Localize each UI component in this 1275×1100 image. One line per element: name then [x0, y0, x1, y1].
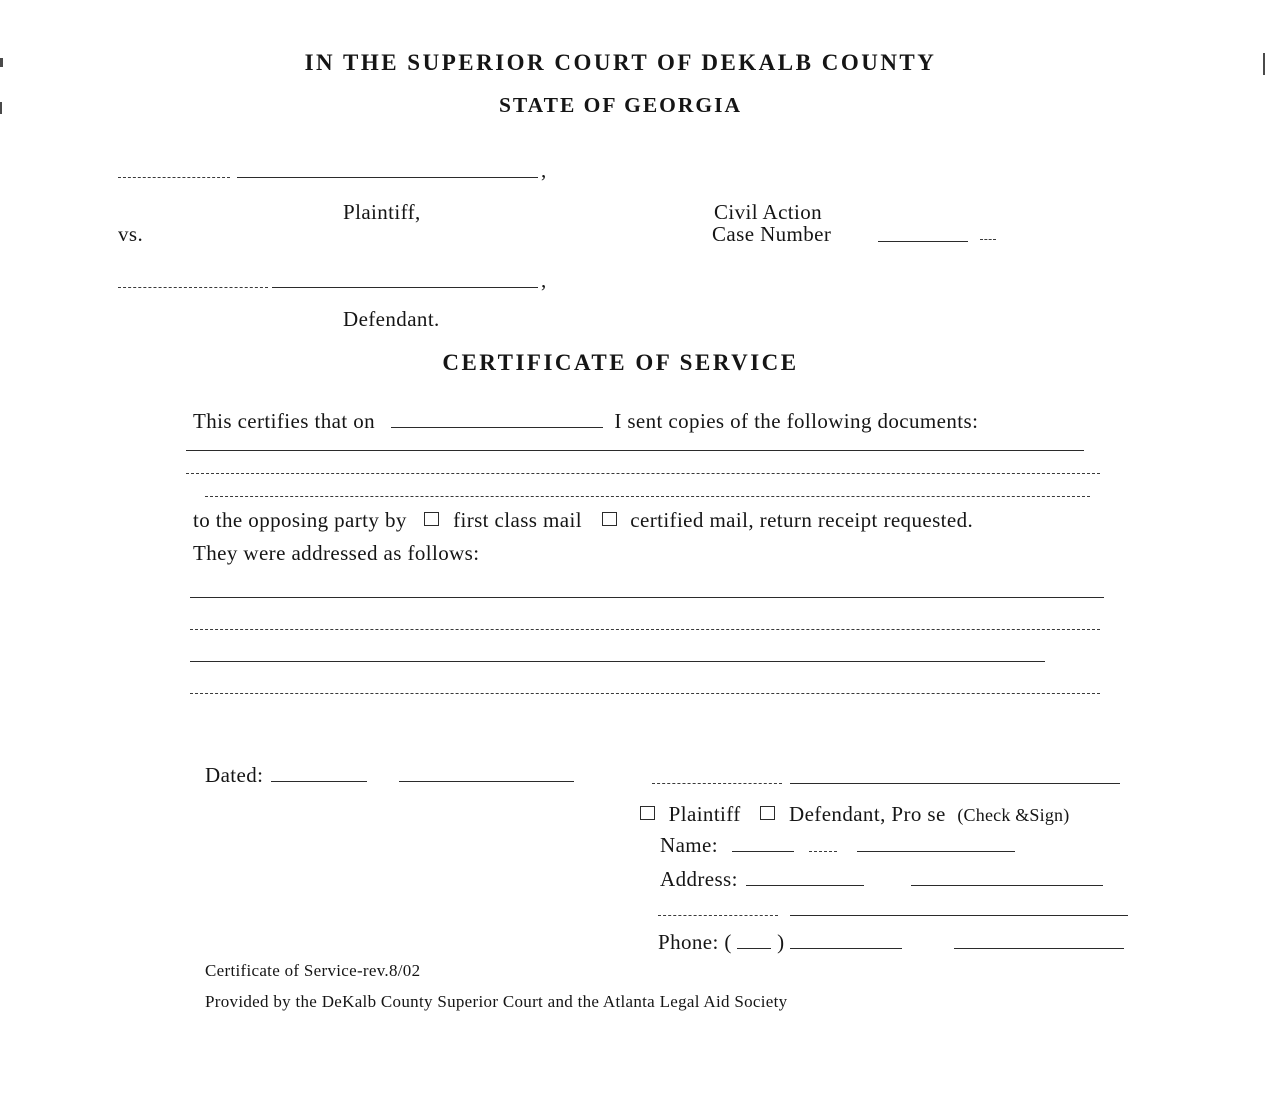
plaintiff-name-line[interactable]: [237, 177, 538, 178]
party-check-row: [640, 802, 1069, 826]
provider-note: Provided by the DeKalb County Superior Court and the Atlanta Legal Aid Society: [205, 992, 788, 1011]
vs-label: vs.: [118, 222, 144, 246]
phone-paren-close: ): [777, 930, 785, 954]
check-sign-note: (Check &Sign): [957, 805, 1070, 825]
dated-label: Dated:: [205, 763, 264, 787]
address-line-2[interactable]: [190, 629, 1100, 630]
certify-sentence: [193, 409, 978, 433]
address-fill-line[interactable]: [746, 883, 864, 886]
scan-artifact: [980, 239, 996, 240]
address-extra-line[interactable]: [790, 915, 1128, 916]
defendant-label: Defendant.: [343, 307, 440, 331]
dated-line[interactable]: [271, 779, 367, 782]
service-date-line[interactable]: [391, 425, 603, 428]
name-line[interactable]: [732, 849, 794, 852]
plaintiff-name-line[interactable]: [118, 177, 230, 178]
phone-label: Phone: (: [658, 930, 732, 954]
scan-artifact: [1263, 53, 1265, 75]
documents-line-1[interactable]: [186, 450, 1084, 451]
first-class-mail-label: first class mail: [453, 508, 582, 532]
service-method-prefix: to the opposing party by: [193, 508, 407, 532]
address-line-3[interactable]: [190, 661, 1045, 662]
phone-area-code-line[interactable]: [737, 946, 771, 949]
civil-action-label: Civil Action: [714, 200, 823, 224]
certify-text-suffix: I sent copies of the following documents:: [614, 409, 979, 433]
certificate-title: CERTIFICATE OF SERVICE: [442, 350, 799, 375]
address-extra-line[interactable]: [658, 915, 778, 916]
defendant-name-line[interactable]: [272, 287, 538, 288]
address-label: Address:: [660, 867, 738, 891]
certify-text-prefix: This certifies that on: [193, 409, 375, 433]
defendant-name-line[interactable]: [118, 287, 268, 288]
phone-number-line-1[interactable]: [790, 946, 902, 949]
dated-line[interactable]: [399, 779, 574, 782]
defendant-check-label: Defendant, Pro se: [789, 802, 946, 826]
documents-line-2[interactable]: [186, 473, 1100, 474]
name-label: Name:: [660, 833, 718, 857]
first-class-mail-checkbox[interactable]: [424, 512, 439, 526]
service-method-sentence: [193, 508, 973, 532]
address-line-4[interactable]: [190, 693, 1100, 694]
name-row: [660, 833, 1015, 857]
form-revision-note: Certificate of Service-rev.8/02: [205, 961, 421, 980]
state-heading: STATE OF GEORGIA: [498, 93, 743, 117]
comma: ,: [541, 268, 547, 292]
dated-row: [205, 763, 574, 787]
comma: ,: [541, 158, 547, 182]
case-number-label: Case Number: [712, 222, 832, 246]
plaintiff-label: Plaintiff,: [343, 200, 421, 224]
name-line[interactable]: [857, 849, 1015, 852]
plaintiff-check-label: Plaintiff: [668, 802, 741, 826]
signature-line[interactable]: [652, 783, 782, 784]
plaintiff-checkbox[interactable]: [640, 806, 655, 820]
certified-mail-label: certified mail, return receipt requested.: [630, 508, 974, 532]
certified-mail-checkbox[interactable]: [602, 512, 617, 526]
defendant-checkbox[interactable]: [760, 806, 775, 820]
address-line-1[interactable]: [190, 597, 1104, 598]
name-line[interactable]: [809, 849, 837, 852]
case-number-line[interactable]: [878, 241, 968, 242]
phone-number-line-2[interactable]: [954, 946, 1124, 949]
phone-row: [658, 930, 1124, 954]
addressed-as-follows-label: They were addressed as follows:: [193, 541, 480, 565]
address-fill-line[interactable]: [911, 883, 1103, 886]
address-row: [660, 867, 1103, 891]
signature-line[interactable]: [790, 783, 1120, 784]
court-name-heading: IN THE SUPERIOR COURT OF DEKALB COUNTY: [304, 50, 937, 75]
documents-line-3[interactable]: [205, 496, 1090, 497]
